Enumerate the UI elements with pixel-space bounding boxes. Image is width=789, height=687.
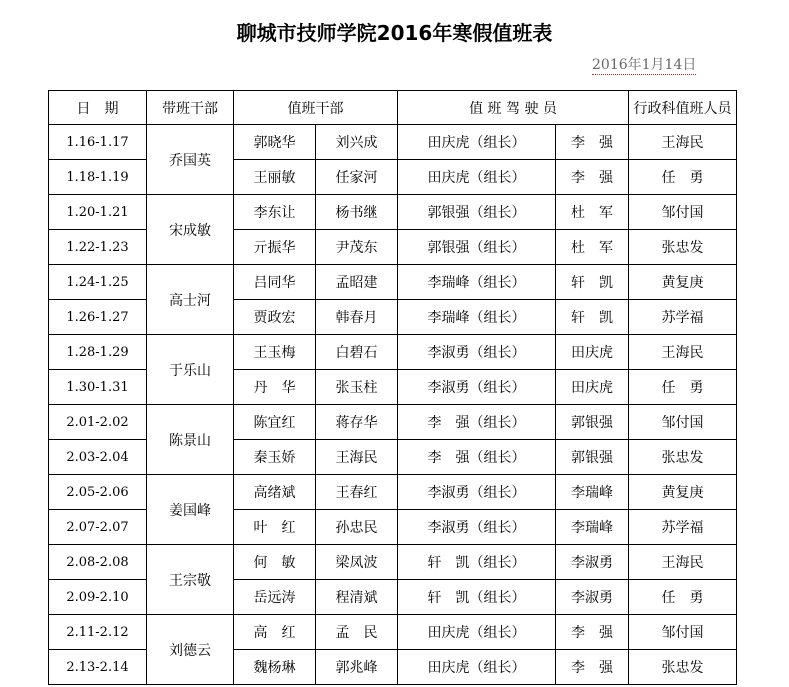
table-body bbox=[49, 125, 737, 685]
header-leader: 带班干部 bbox=[147, 91, 234, 125]
duty-cell-1: 岳远涛 bbox=[234, 580, 316, 615]
header-date: 日 期 bbox=[49, 91, 147, 125]
duty-cell-2: 孟 民 bbox=[316, 615, 398, 650]
duty-cell-2: 程清斌 bbox=[316, 580, 398, 615]
driver-cell-2: 李 强 bbox=[556, 160, 629, 195]
duty-cell-1: 贾政宏 bbox=[234, 300, 316, 335]
admin-cell: 王海民 bbox=[629, 335, 737, 370]
date-cell: 1.16-1.17 bbox=[49, 125, 147, 160]
leader-cell: 姜国峰 bbox=[147, 475, 234, 545]
driver-cell-1: 李 强（组长） bbox=[398, 440, 556, 475]
date-cell: 1.24-1.25 bbox=[49, 265, 147, 300]
date-cell: 2.11-2.12 bbox=[49, 615, 147, 650]
admin-cell: 邹付国 bbox=[629, 405, 737, 440]
driver-cell-1: 李淑勇（组长） bbox=[398, 510, 556, 545]
driver-cell-1: 郭银强（组长） bbox=[398, 230, 556, 265]
date-cell: 2.07-2.07 bbox=[49, 510, 147, 545]
duty-cell-1: 魏杨琳 bbox=[234, 650, 316, 685]
duty-cell-1: 李东让 bbox=[234, 195, 316, 230]
table-row bbox=[49, 125, 737, 160]
duty-cell-1: 王丽敏 bbox=[234, 160, 316, 195]
driver-cell-1: 李淑勇（组长） bbox=[398, 335, 556, 370]
duty-cell-2: 梁凤波 bbox=[316, 545, 398, 580]
admin-cell: 黄复庚 bbox=[629, 265, 737, 300]
driver-cell-2: 李瑞峰 bbox=[556, 510, 629, 545]
duty-cell-1: 陈宜红 bbox=[234, 405, 316, 440]
admin-cell: 张忠发 bbox=[629, 230, 737, 265]
date-cell: 2.03-2.04 bbox=[49, 440, 147, 475]
date-cell: 1.20-1.21 bbox=[49, 195, 147, 230]
duty-cell-2: 刘兴成 bbox=[316, 125, 398, 160]
duty-cell-2: 王海民 bbox=[316, 440, 398, 475]
duty-cell-2: 尹茂东 bbox=[316, 230, 398, 265]
driver-cell-2: 李淑勇 bbox=[556, 545, 629, 580]
driver-cell-2: 李 强 bbox=[556, 650, 629, 685]
admin-cell: 任 勇 bbox=[629, 370, 737, 405]
date-cell: 2.13-2.14 bbox=[49, 650, 147, 685]
driver-cell-1: 田庆虎（组长） bbox=[398, 160, 556, 195]
admin-cell: 任 勇 bbox=[629, 580, 737, 615]
admin-cell: 张忠发 bbox=[629, 440, 737, 475]
duty-cell-2: 韩春月 bbox=[316, 300, 398, 335]
leader-cell: 宋成敏 bbox=[147, 195, 234, 265]
admin-cell: 张忠发 bbox=[629, 650, 737, 685]
driver-cell-1: 李淑勇（组长） bbox=[398, 475, 556, 510]
duty-cell-1: 叶 红 bbox=[234, 510, 316, 545]
driver-cell-1: 李瑞峰（组长） bbox=[398, 265, 556, 300]
driver-cell-2: 郭银强 bbox=[556, 440, 629, 475]
duty-cell-2: 蒋存华 bbox=[316, 405, 398, 440]
leader-cell: 陈景山 bbox=[147, 405, 234, 475]
duty-cell-2: 张玉柱 bbox=[316, 370, 398, 405]
date-cell: 2.09-2.10 bbox=[49, 580, 147, 615]
table-row bbox=[49, 615, 737, 650]
table-header-row bbox=[49, 91, 737, 125]
driver-cell-2: 轩 凯 bbox=[556, 300, 629, 335]
date-cell: 1.30-1.31 bbox=[49, 370, 147, 405]
driver-cell-2: 轩 凯 bbox=[556, 265, 629, 300]
driver-cell-1: 田庆虎（组长） bbox=[398, 125, 556, 160]
driver-cell-1: 轩 凯（组长） bbox=[398, 545, 556, 580]
header-drivers: 值 班 驾 驶 员 bbox=[398, 91, 629, 125]
duty-schedule-table bbox=[48, 90, 737, 685]
duty-cell-2: 杨书继 bbox=[316, 195, 398, 230]
header-admin: 行政科值班人员 bbox=[629, 91, 737, 125]
leader-cell: 刘德云 bbox=[147, 615, 234, 685]
admin-cell: 黄复庚 bbox=[629, 475, 737, 510]
driver-cell-1: 田庆虎（组长） bbox=[398, 615, 556, 650]
table-row bbox=[49, 405, 737, 440]
date-cell: 1.18-1.19 bbox=[49, 160, 147, 195]
driver-cell-1: 田庆虎（组长） bbox=[398, 650, 556, 685]
leader-cell: 王宗敬 bbox=[147, 545, 234, 615]
date-cell: 2.08-2.08 bbox=[49, 545, 147, 580]
date-cell: 1.28-1.29 bbox=[49, 335, 147, 370]
leader-cell: 高士河 bbox=[147, 265, 234, 335]
page-title: 聊城市技师学院2016年寒假值班表 bbox=[236, 21, 553, 45]
duty-cell-1: 高绪斌 bbox=[234, 475, 316, 510]
duty-cell-2: 孙忠民 bbox=[316, 510, 398, 545]
date-cell: 1.26-1.27 bbox=[49, 300, 147, 335]
admin-cell: 任 勇 bbox=[629, 160, 737, 195]
document-date: 2016年1月14日 bbox=[592, 57, 697, 73]
duty-cell-1: 高 红 bbox=[234, 615, 316, 650]
admin-cell: 邹付国 bbox=[629, 195, 737, 230]
driver-cell-2: 杜 军 bbox=[556, 195, 629, 230]
driver-cell-2: 田庆虎 bbox=[556, 335, 629, 370]
driver-cell-1: 轩 凯（组长） bbox=[398, 580, 556, 615]
table-row bbox=[49, 475, 737, 510]
driver-cell-2: 李淑勇 bbox=[556, 580, 629, 615]
duty-cell-1: 秦玉娇 bbox=[234, 440, 316, 475]
duty-cell-2: 王春红 bbox=[316, 475, 398, 510]
leader-cell: 乔国英 bbox=[147, 125, 234, 195]
duty-cell-2: 任家河 bbox=[316, 160, 398, 195]
table-row bbox=[49, 545, 737, 580]
driver-cell-2: 李 强 bbox=[556, 615, 629, 650]
leader-cell: 于乐山 bbox=[147, 335, 234, 405]
driver-cell-2: 李瑞峰 bbox=[556, 475, 629, 510]
driver-cell-2: 李 强 bbox=[556, 125, 629, 160]
duty-cell-1: 王玉梅 bbox=[234, 335, 316, 370]
duty-cell-1: 丹 华 bbox=[234, 370, 316, 405]
driver-cell-1: 李瑞峰（组长） bbox=[398, 300, 556, 335]
driver-cell-2: 郭银强 bbox=[556, 405, 629, 440]
admin-cell: 王海民 bbox=[629, 125, 737, 160]
driver-cell-1: 李淑勇（组长） bbox=[398, 370, 556, 405]
duty-cell-2: 白碧石 bbox=[316, 335, 398, 370]
date-cell: 2.05-2.06 bbox=[49, 475, 147, 510]
date-cell: 2.01-2.02 bbox=[49, 405, 147, 440]
driver-cell-2: 杜 军 bbox=[556, 230, 629, 265]
table-row bbox=[49, 265, 737, 300]
driver-cell-1: 李 强（组长） bbox=[398, 405, 556, 440]
driver-cell-1: 郭银强（组长） bbox=[398, 195, 556, 230]
duty-cell-1: 吕同华 bbox=[234, 265, 316, 300]
admin-cell: 王海民 bbox=[629, 545, 737, 580]
duty-cell-2: 郭兆峰 bbox=[316, 650, 398, 685]
duty-cell-1: 亓振华 bbox=[234, 230, 316, 265]
duty-cell-2: 孟昭建 bbox=[316, 265, 398, 300]
duty-cell-1: 何 敏 bbox=[234, 545, 316, 580]
admin-cell: 苏学福 bbox=[629, 300, 737, 335]
table-row bbox=[49, 335, 737, 370]
admin-cell: 邹付国 bbox=[629, 615, 737, 650]
header-duty: 值班干部 bbox=[234, 91, 398, 125]
admin-cell: 苏学福 bbox=[629, 510, 737, 545]
date-cell: 1.22-1.23 bbox=[49, 230, 147, 265]
table-row bbox=[49, 195, 737, 230]
duty-cell-1: 郭晓华 bbox=[234, 125, 316, 160]
driver-cell-2: 田庆虎 bbox=[556, 370, 629, 405]
